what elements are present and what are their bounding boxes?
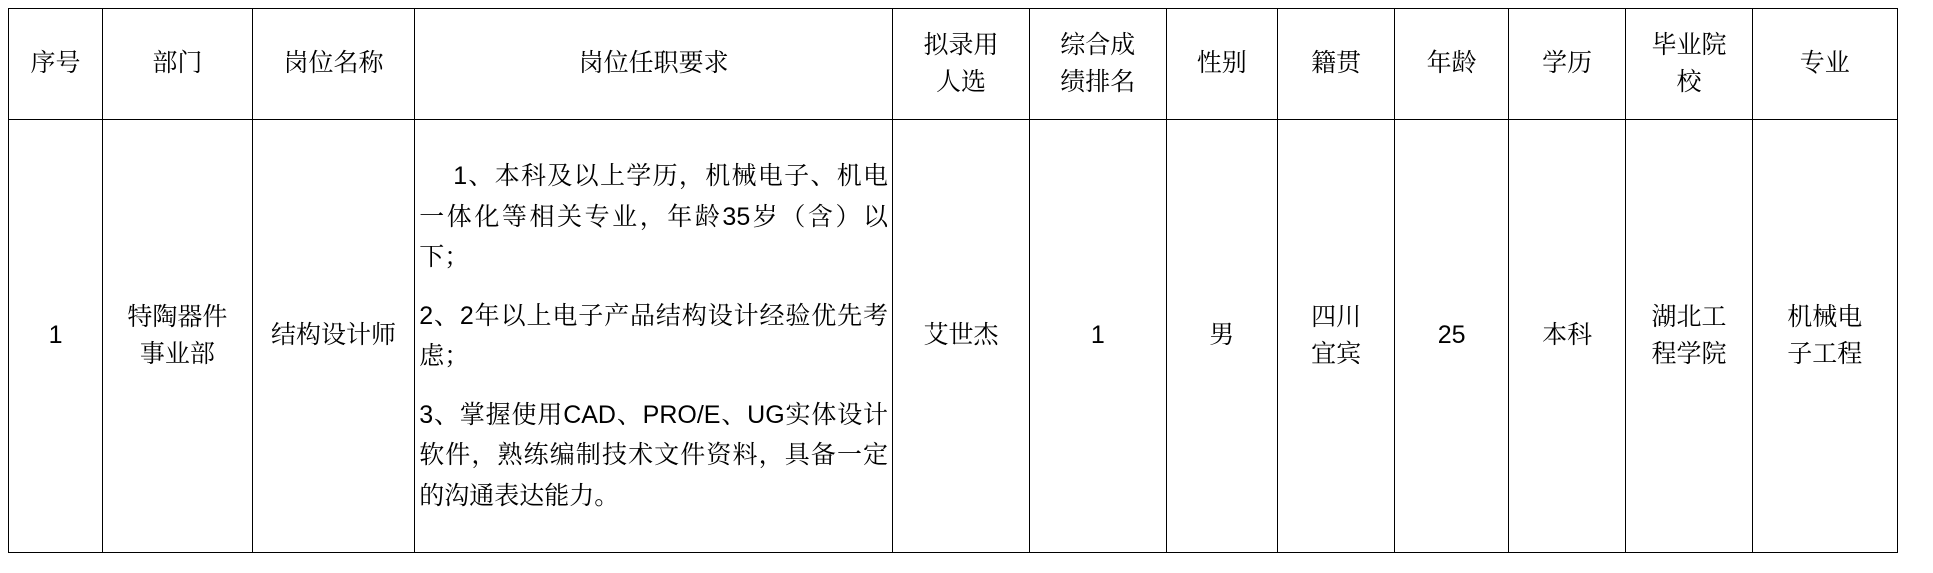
cell-post: 结构设计师 — [252, 120, 414, 553]
requirement-item-2: 2、2年以上电子产品结构设计经验优先考虑； — [419, 301, 889, 370]
cell-requirements — [415, 120, 893, 553]
column-header-major: 专业 — [1752, 9, 1897, 120]
column-header-candidate — [893, 9, 1030, 120]
cell-school — [1626, 120, 1752, 553]
column-header-school-line1: 毕业院 — [1651, 30, 1727, 59]
cell-candidate: 艾世杰 — [893, 120, 1030, 553]
table-header-row — [9, 9, 1898, 120]
cell-age: 25 — [1395, 120, 1508, 553]
document-sheet — [8, 8, 1908, 553]
column-header-rank-line1: 综合成 — [1060, 30, 1136, 59]
column-header-candidate-line1: 拟录用 — [923, 30, 999, 59]
cell-dept-line1: 特陶器件 — [127, 302, 228, 331]
column-header-native-place: 籍贯 — [1277, 9, 1395, 120]
column-header-gender: 性别 — [1166, 9, 1277, 120]
table-row — [9, 120, 1898, 553]
cell-school-line2: 程学院 — [1651, 340, 1727, 368]
requirement-item-3: 3、掌握使用CAD、PRO/E、UG实体设计软件，熟练编制技术文件资料，具备一定的沟通表达能力。 — [419, 400, 889, 510]
column-header-rank — [1029, 9, 1166, 120]
cell-school-line1: 湖北工 — [1651, 302, 1727, 331]
cell-no: 1 — [9, 120, 103, 553]
column-header-post: 岗位名称 — [252, 9, 414, 120]
column-header-rank-line2: 绩排名 — [1060, 68, 1136, 96]
cell-native-place-line1: 四川 — [1311, 302, 1362, 331]
column-header-candidate-line2: 人选 — [935, 68, 986, 96]
column-header-no: 序号 — [9, 9, 103, 120]
recruitment-table — [8, 8, 1898, 553]
cell-rank: 1 — [1029, 120, 1166, 553]
cell-gender: 男 — [1166, 120, 1277, 553]
cell-major-line2: 子工程 — [1787, 340, 1863, 368]
cell-dept — [103, 120, 253, 553]
requirement-item-1: 1、本科及以上学历，机械电子、机电一体化等相关专业，年龄35岁（含）以下； — [419, 162, 889, 271]
cell-education: 本科 — [1508, 120, 1626, 553]
column-header-school — [1626, 9, 1752, 120]
cell-native-place — [1277, 120, 1395, 553]
cell-major — [1752, 120, 1897, 553]
cell-major-line1: 机械电 — [1787, 302, 1863, 331]
column-header-education: 学历 — [1508, 9, 1626, 120]
cell-dept-line2: 事业部 — [139, 340, 215, 368]
column-header-school-line2: 校 — [1676, 68, 1702, 96]
column-header-age: 年龄 — [1395, 9, 1508, 120]
column-header-dept: 部门 — [103, 9, 253, 120]
column-header-requirements: 岗位任职要求 — [415, 9, 893, 120]
cell-native-place-line2: 宜宾 — [1311, 340, 1362, 368]
